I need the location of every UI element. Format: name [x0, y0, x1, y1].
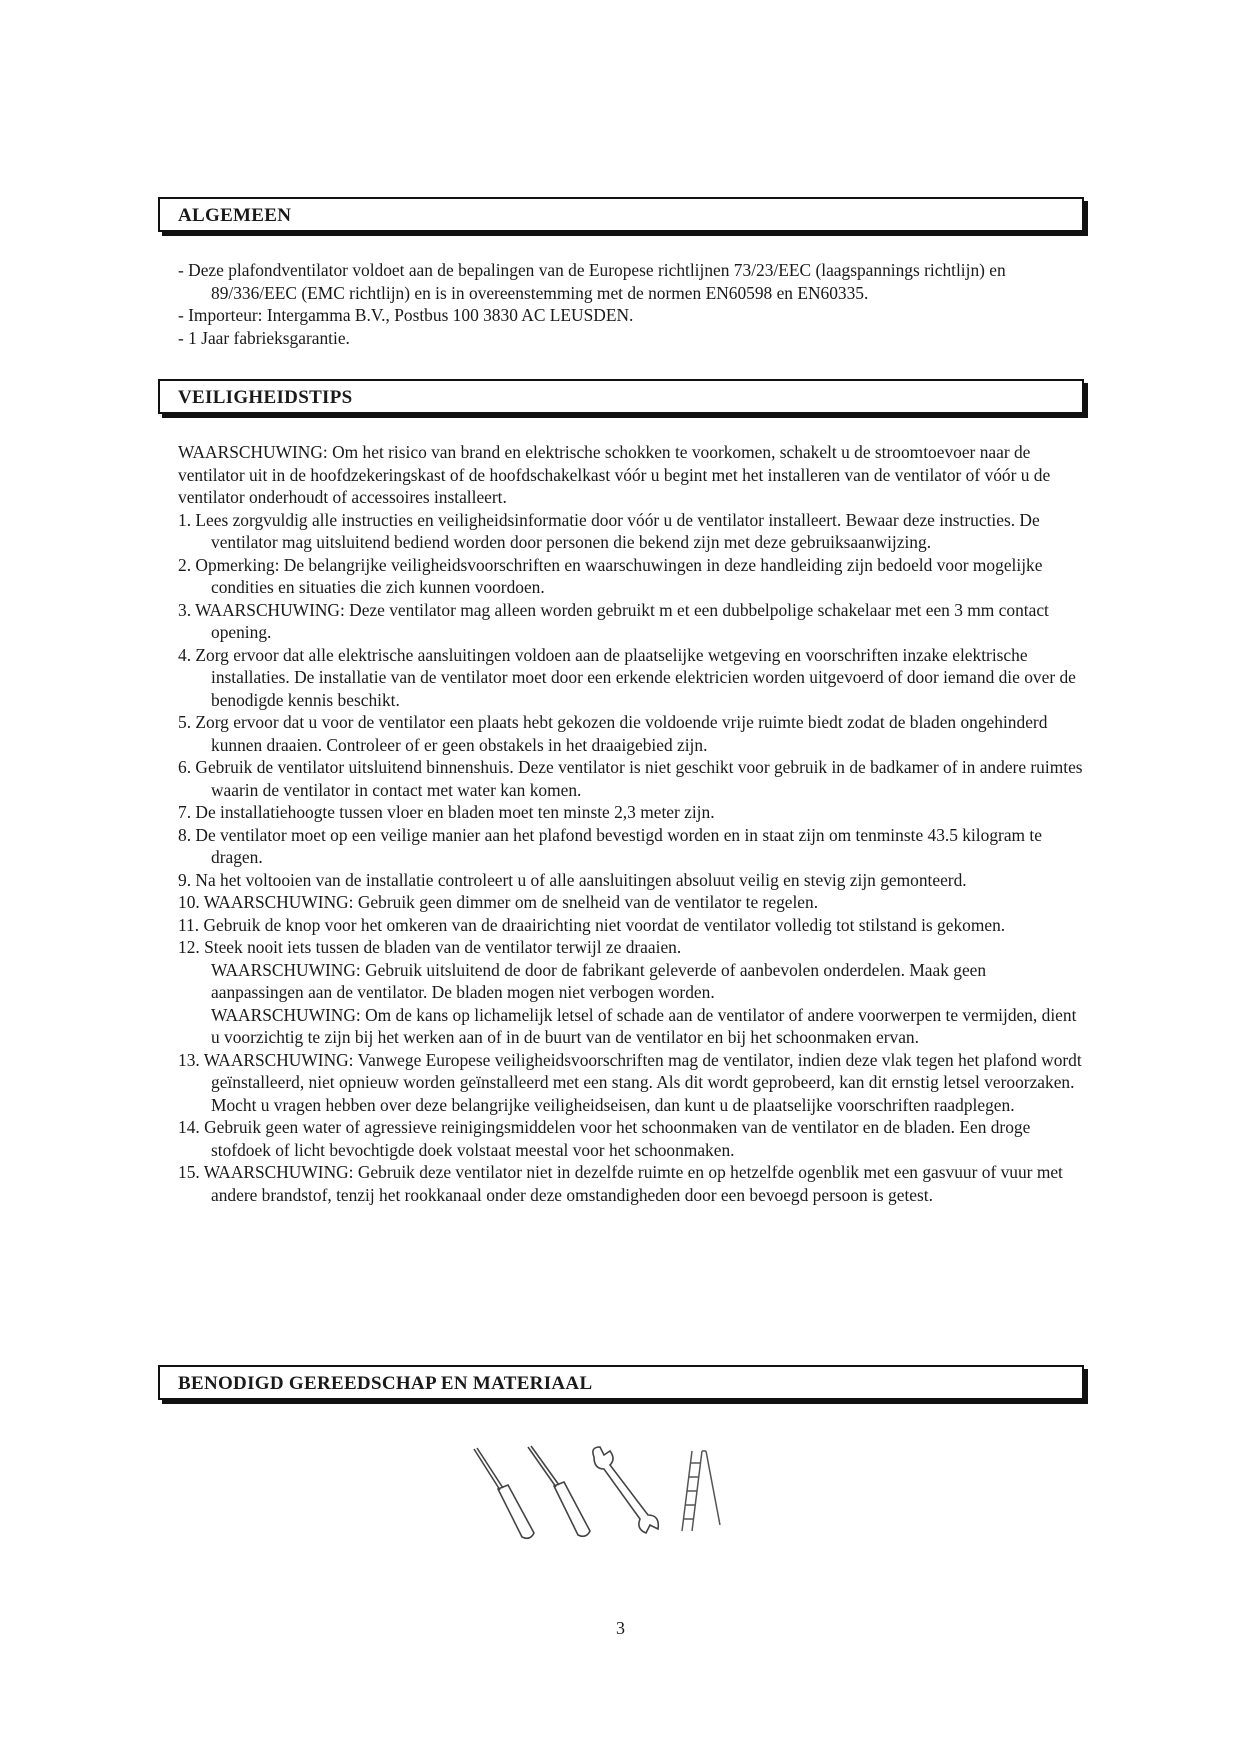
ladder-icon [682, 1451, 720, 1531]
list-item: 13. WAARSCHUWING: Vanwege Europese veiligheidsvoorschriften mag de ventilator, indien deze vlak tegen het plafond wordt geïnstalleerd, niet opnieuw worden geïnstalleerd met een stang. Als dit wordt geprobeerd, kan dit ernstig letsel veroorzaken. Mocht u vragen hebben over deze belangrijke veiligheidseisen, dan kunt u de plaatselijke voorschriften raadplegen. [178, 1049, 1082, 1115]
page-number: 3 [616, 1618, 625, 1638]
list-item: 14. Gebruik geen water of agressieve reinigingsmiddelen voor het schoonmaken van de ventilator en de bladen. Een droge stofdoek of licht bevochtigde doek volstaat meestal voor het schoonmaken. [178, 1117, 1031, 1160]
screwdriver-icon [474, 1448, 534, 1538]
list-item: 5. Zorg ervoor dat u voor de ventilator een plaats hebt gekozen die voldoende vrije ruimte biedt zodat de bladen ongehinderd kunnen draaien. Controleer of er geen obstakels in het draaigebied zijn. [178, 712, 1048, 755]
list-item: 9. Na het voltooien van de installatie controleert u of alle aansluitingen absoluut veilig en stevig zijn gemonteerd. [178, 869, 967, 890]
list-item: 4. Zorg ervoor dat alle elektrische aansluitingen voldoen aan de plaatselijke wetgeving en voorschriften inzake elektrische installaties. De installatie van de ventilator moet door een erkende elektricien worden uitgevoerd of door iemand die over de benodigde kennis beschikt. [178, 644, 1076, 710]
warning-paragraph: WAARSCHUWING: Om de kans op lichamelijk letsel of schade aan de ventilator of andere voorwerpen te vermijden, dient u voorzichtig te zijn bij het werken aan of in de buurt van de ventilator en bij het schoonmaken ervan. [211, 1004, 1077, 1047]
wrench-icon [593, 1447, 658, 1533]
section-title: ALGEMEEN [178, 205, 292, 226]
veiligheidstips-content [178, 441, 1083, 1206]
list-item: 11. Gebruik de knop voor het omkeren van de draairichting niet voordat de ventilator volledig tot stilstand is gekomen. [178, 914, 1006, 935]
section-title: BENODIGD GEREEDSCHAP EN MATERIAAL [178, 1373, 593, 1394]
list-item: - Deze plafondventilator voldoet aan de bepalingen van de Europese richtlijnen 73/23/EEC (laagspannings richtlijn) en 89/336/EEC (EMC richtlijn) en is in overeenstemming met de normen EN60598 en EN60335. [178, 260, 1006, 303]
section-title: VEILIGHEIDSTIPS [178, 387, 353, 408]
warning-intro: WAARSCHUWING: Om het risico van brand en elektrische schokken te voorkomen, schakelt u de stroomtoevoer naar de ventilator uit in de hoofdzekeringskast of de hoofdschakelkast vóór u begint met het installeren van de ventilator of vóór u de ventilator onderhoudt of accessoires installeert. [178, 442, 1051, 507]
list-item: 1. Lees zorgvuldig alle instructies en veiligheidsinformatie door vóór u de ventilator installeert. Bewaar deze instructies. De ventilator mag uitsluitend bediend worden door personen die bekend zijn met deze gebruiksaanwijzing. [178, 509, 1040, 552]
list-item: - Importeur: Intergamma B.V., Postbus 100 3830 AC LEUSDEN. [178, 305, 634, 325]
section-header-veiligheidstips [158, 379, 1084, 414]
list-item: 8. De ventilator moet op een veilige manier aan het plafond bevestigd worden en in staat zijn om tenminste 43.5 kilogram te dragen. [178, 824, 1042, 867]
list-item: 7. De installatiehoogte tussen vloer en bladen moet ten minste 2,3 meter zijn. [178, 802, 715, 822]
list-item: 3. WAARSCHUWING: Deze ventilator mag alleen worden gebruikt m et een dubbelpolige schakelaar met een 3 mm contact opening. [178, 599, 1049, 642]
list-item: 6. Gebruik de ventilator uitsluitend binnenshuis. Deze ventilator is niet geschikt voor gebruik in de badkamer of in andere ruimtes waarin de ventilator in contact met water kan komen. [178, 757, 1083, 800]
section-header-algemeen [158, 197, 1084, 232]
list-item: - 1 Jaar fabrieksgarantie. [178, 327, 350, 348]
list-item: 15. WAARSCHUWING: Gebruik deze ventilator niet in dezelfde ruimte en op hetzelfde ogenblik met een gasvuur of vuur met andere brandstof, tenzij het rookkanaal onder deze omstandigheden door een bevoegd persoon is getest. [178, 1162, 1063, 1205]
algemeen-content [178, 259, 1083, 349]
section-header-gereedschap [158, 1365, 1084, 1400]
list-item: 10. WAARSCHUWING: Gebruik geen dimmer om de snelheid van de ventilator te regelen. [178, 892, 819, 912]
list-item: 12. Steek nooit iets tussen de bladen van de ventilator terwijl ze draaien. [178, 937, 682, 957]
screwdriver-icon [528, 1446, 590, 1536]
list-item: 2. Opmerking: De belangrijke veiligheidsvoorschriften en waarschuwingen in deze handleiding zijn bedoeld voor mogelijke condities en situaties die zich kunnen voordoen. [178, 554, 1043, 597]
warning-paragraph: WAARSCHUWING: Gebruik uitsluitend de door de fabrikant geleverde of aanbevolen onderdelen. Maak geen aanpassingen aan de ventilator. De bladen mogen niet verbogen worden. [211, 959, 987, 1002]
tools-illustration [470, 1445, 750, 1545]
